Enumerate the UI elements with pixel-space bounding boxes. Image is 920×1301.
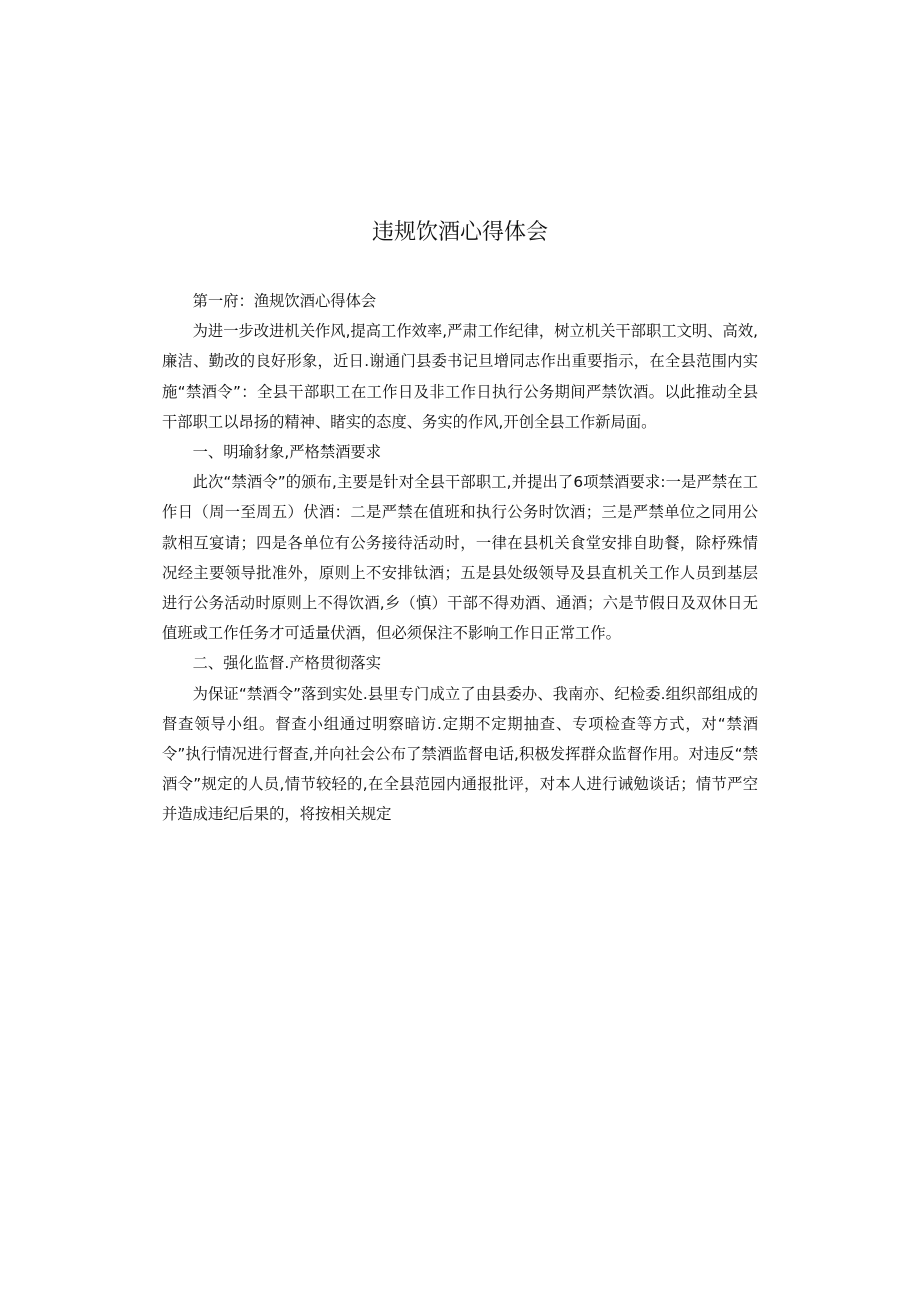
paragraph-source-heading: 第一府：渔规饮酒心得体会 (192, 292, 377, 310)
section-heading-1: 一、明瑜豺象,严格禁酒要求 (192, 443, 382, 462)
paragraph-section-1: 此次“禁酒令”的颁布,主要是针对全县干部职工,并提出了6项禁酒要求:一是严禁在工作日（周一至周五）伏酒：二是严禁在值班和执行公务时饮酒；三是严禁单位之同用公款相互宴请；四是各单位有公务接待活动时，一律在县机关食堂安排自助餐，除杼殊情况经主要领导批准外，原则上不安排钛酒；五是县处级领导及县直机关工作人员到基层进行公务活动时原则上不得饮酒,乡（慎）干部不得劝酒、通酒；六是节假日及双休日无值班或工作任务才可适量伏酒，但必须保注不影响工作日正常工作。 (162, 473, 758, 643)
document-title: 违规饮酒心得体会 (371, 220, 548, 245)
paragraph-intro: 为进一步改进机关作风,提高工作效率,严肃工作纪律，树立机关干部职工文明、高效,廉洁、勤改的良好形象，近日.谢通门县委书记旦增同志作出重要指示，在全县范围内实施“禁酒令”：全县干部职工在工作日及非工作日执行公务期间严禁饮酒。以此推动全县干部职工以昂扬的精神、睹实的态度、务实的作风,开创全县工作新局面。 (162, 322, 758, 431)
section-heading-2: 二、强化监督.产格贯彻落实 (192, 654, 382, 673)
paragraph-section-2: 为保证“禁酒令”落到实处.县里专门成立了由县委办、我南亦、纪检委.组织部组成的督查领导小组。督查小组通过明察暗访.定期不定期抽查、专项检查等方式，对“禁酒令”执行情况进行督查,并向社会公布了禁酒监督电话,积极发挥群众监督作用。对违反“禁酒令”规定的人员,情节较轻的,在全县范园内通报批评，对本人进行诫勉谈话；情节严空并造成违纪后果的，将按相关规定 (162, 684, 758, 824)
document-body (162, 286, 758, 830)
